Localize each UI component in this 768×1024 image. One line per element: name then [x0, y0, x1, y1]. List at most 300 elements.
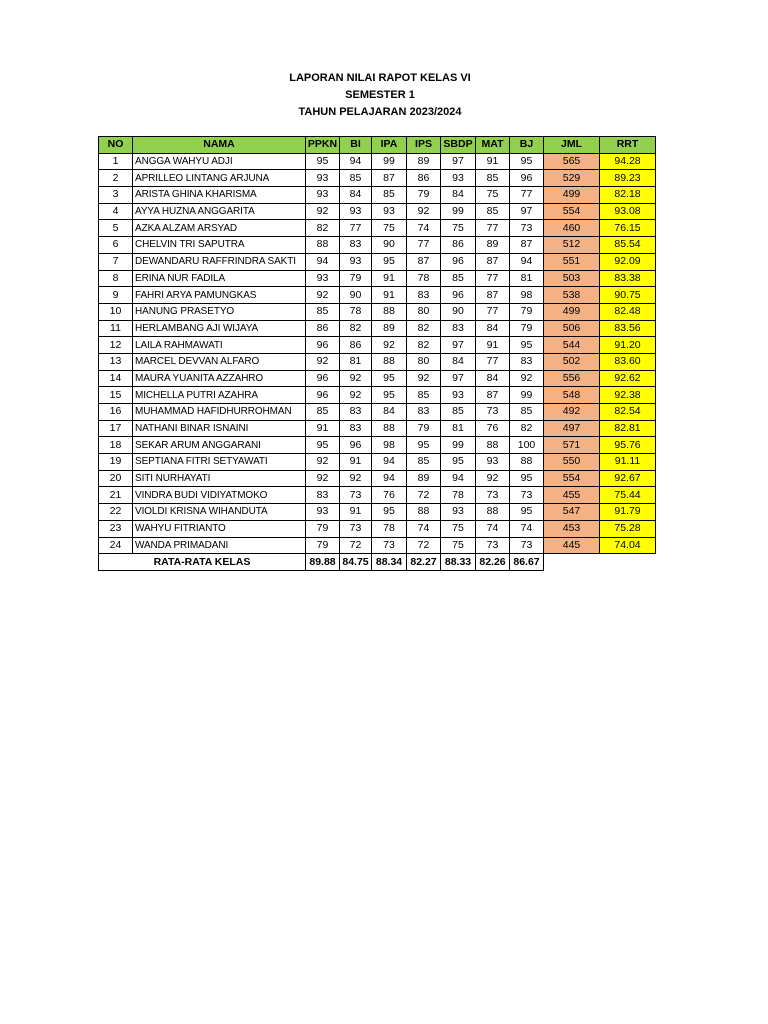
table-row: [99, 370, 656, 387]
cell-jml: 565: [544, 153, 600, 170]
table-row: [99, 337, 656, 354]
cell-jml: 455: [544, 487, 600, 504]
cell-bj: 88: [510, 454, 544, 471]
cell-mat: 85: [476, 203, 510, 220]
cell-rrt: 92.38: [600, 387, 656, 404]
cell-no: 11: [99, 320, 133, 337]
cell-jml: 492: [544, 404, 600, 421]
cell-nama: ANGGA WAHYU ADJI: [133, 153, 306, 170]
cell-sbdp: 94: [441, 470, 476, 487]
avg-ppkn: 89.88: [306, 554, 340, 571]
cell-sbdp: 81: [441, 420, 476, 437]
cell-ppkn: 83: [306, 487, 340, 504]
cell-bi: 84: [340, 187, 372, 204]
table-row: [99, 170, 656, 187]
table-row: [99, 287, 656, 304]
cell-bi: 91: [340, 454, 372, 471]
cell-jml: 554: [544, 203, 600, 220]
cell-mat: 91: [476, 153, 510, 170]
cell-bi: 82: [340, 320, 372, 337]
cell-ips: 83: [407, 404, 441, 421]
cell-rrt: 92.62: [600, 370, 656, 387]
cell-ips: 74: [407, 520, 441, 537]
table-header-row: [99, 137, 656, 154]
cell-nama: MICHELLA PUTRI AZAHRA: [133, 387, 306, 404]
cell-ips: 82: [407, 320, 441, 337]
cell-rrt: 74.04: [600, 537, 656, 554]
cell-ipa: 93: [372, 203, 407, 220]
cell-bi: 79: [340, 270, 372, 287]
cell-ppkn: 92: [306, 470, 340, 487]
table-row: [99, 487, 656, 504]
cell-sbdp: 86: [441, 237, 476, 254]
cell-no: 2: [99, 170, 133, 187]
header-ips: IPS: [407, 137, 441, 154]
cell-ipa: 95: [372, 253, 407, 270]
cell-bi: 78: [340, 303, 372, 320]
cell-sbdp: 97: [441, 370, 476, 387]
cell-rrt: 91.11: [600, 454, 656, 471]
cell-rrt: 94.28: [600, 153, 656, 170]
cell-bj: 95: [510, 470, 544, 487]
cell-nama: ERINA NUR FADILA: [133, 270, 306, 287]
cell-ppkn: 96: [306, 370, 340, 387]
cell-jml: 445: [544, 537, 600, 554]
cell-mat: 77: [476, 303, 510, 320]
cell-rrt: 91.79: [600, 504, 656, 521]
cell-bj: 97: [510, 203, 544, 220]
cell-ips: 82: [407, 337, 441, 354]
cell-sbdp: 85: [441, 404, 476, 421]
cell-jml: 499: [544, 303, 600, 320]
empty-cell: [544, 554, 600, 571]
cell-no: 24: [99, 537, 133, 554]
cell-ipa: 99: [372, 153, 407, 170]
header-no: NO: [99, 137, 133, 154]
cell-bj: 73: [510, 220, 544, 237]
cell-sbdp: 93: [441, 387, 476, 404]
cell-bi: 83: [340, 420, 372, 437]
cell-nama: MAURA YUANITA AZZAHRO: [133, 370, 306, 387]
cell-no: 16: [99, 404, 133, 421]
cell-no: 19: [99, 454, 133, 471]
cell-ips: 83: [407, 287, 441, 304]
cell-ips: 72: [407, 487, 441, 504]
cell-bj: 85: [510, 404, 544, 421]
cell-bj: 79: [510, 320, 544, 337]
cell-bj: 73: [510, 537, 544, 554]
cell-no: 12: [99, 337, 133, 354]
cell-no: 20: [99, 470, 133, 487]
cell-ipa: 91: [372, 287, 407, 304]
cell-bj: 100: [510, 437, 544, 454]
cell-sbdp: 75: [441, 520, 476, 537]
cell-jml: 503: [544, 270, 600, 287]
header-mat: MAT: [476, 137, 510, 154]
cell-jml: 556: [544, 370, 600, 387]
avg-ipa: 88.34: [372, 554, 407, 571]
cell-no: 7: [99, 253, 133, 270]
cell-bj: 96: [510, 170, 544, 187]
empty-cell: [600, 554, 656, 571]
cell-ipa: 98: [372, 437, 407, 454]
cell-ipa: 76: [372, 487, 407, 504]
cell-no: 15: [99, 387, 133, 404]
cell-rrt: 83.56: [600, 320, 656, 337]
cell-rrt: 82.81: [600, 420, 656, 437]
cell-mat: 87: [476, 387, 510, 404]
header-ppkn: PPKN: [306, 137, 340, 154]
cell-ips: 79: [407, 420, 441, 437]
cell-bj: 81: [510, 270, 544, 287]
table-row: [99, 220, 656, 237]
cell-ips: 78: [407, 270, 441, 287]
cell-no: 22: [99, 504, 133, 521]
cell-sbdp: 75: [441, 537, 476, 554]
cell-nama: LAILA RAHMAWATI: [133, 337, 306, 354]
cell-ppkn: 93: [306, 270, 340, 287]
cell-ips: 74: [407, 220, 441, 237]
cell-ppkn: 96: [306, 387, 340, 404]
report-title: LAPORAN NILAI RAPOT KELAS VI: [289, 72, 471, 84]
table-row: [99, 153, 656, 170]
table-row: [99, 470, 656, 487]
cell-bi: 96: [340, 437, 372, 454]
table-row: [99, 420, 656, 437]
avg-bi: 84.75: [340, 554, 372, 571]
cell-nama: AYYA HUZNA ANGGARITA: [133, 203, 306, 220]
cell-nama: WANDA PRIMADANI: [133, 537, 306, 554]
cell-bi: 92: [340, 470, 372, 487]
table-row: [99, 504, 656, 521]
cell-no: 21: [99, 487, 133, 504]
cell-ips: 95: [407, 437, 441, 454]
cell-bi: 86: [340, 337, 372, 354]
cell-ips: 80: [407, 303, 441, 320]
cell-nama: MUHAMMAD HAFIDHURROHMAN: [133, 404, 306, 421]
cell-no: 5: [99, 220, 133, 237]
cell-jml: 499: [544, 187, 600, 204]
cell-ipa: 95: [372, 504, 407, 521]
cell-jml: 460: [544, 220, 600, 237]
table-row: [99, 437, 656, 454]
cell-bi: 85: [340, 170, 372, 187]
cell-no: 3: [99, 187, 133, 204]
cell-nama: WAHYU FITRIANTO: [133, 520, 306, 537]
cell-ipa: 87: [372, 170, 407, 187]
cell-ipa: 75: [372, 220, 407, 237]
cell-jml: 538: [544, 287, 600, 304]
cell-mat: 87: [476, 287, 510, 304]
cell-bi: 91: [340, 504, 372, 521]
cell-ppkn: 93: [306, 170, 340, 187]
cell-bj: 74: [510, 520, 544, 537]
cell-sbdp: 75: [441, 220, 476, 237]
cell-rrt: 75.44: [600, 487, 656, 504]
cell-nama: ARISTA GHINA KHARISMA: [133, 187, 306, 204]
table-row: [99, 270, 656, 287]
cell-bi: 90: [340, 287, 372, 304]
cell-ips: 80: [407, 353, 441, 370]
cell-bj: 94: [510, 253, 544, 270]
cell-mat: 84: [476, 370, 510, 387]
cell-sbdp: 99: [441, 203, 476, 220]
cell-ips: 87: [407, 253, 441, 270]
cell-ipa: 84: [372, 404, 407, 421]
cell-no: 14: [99, 370, 133, 387]
cell-mat: 89: [476, 237, 510, 254]
cell-rrt: 95.76: [600, 437, 656, 454]
cell-bi: 92: [340, 370, 372, 387]
avg-sbdp: 88.33: [441, 554, 476, 571]
cell-rrt: 83.38: [600, 270, 656, 287]
cell-no: 10: [99, 303, 133, 320]
table-body: [99, 153, 656, 554]
cell-rrt: 76.15: [600, 220, 656, 237]
cell-sbdp: 78: [441, 487, 476, 504]
cell-nama: SITI NURHAYATI: [133, 470, 306, 487]
cell-bi: 73: [340, 487, 372, 504]
cell-rrt: 89.23: [600, 170, 656, 187]
cell-jml: 502: [544, 353, 600, 370]
cell-nama: SEKAR ARUM ANGGARANI: [133, 437, 306, 454]
header-rrt: RRT: [600, 137, 656, 154]
cell-bi: 94: [340, 153, 372, 170]
cell-rrt: 92.09: [600, 253, 656, 270]
cell-ipa: 73: [372, 537, 407, 554]
grades-table: [98, 136, 656, 571]
cell-nama: HANUNG PRASETYO: [133, 303, 306, 320]
cell-bj: 83: [510, 353, 544, 370]
cell-ips: 79: [407, 187, 441, 204]
cell-no: 6: [99, 237, 133, 254]
cell-mat: 92: [476, 470, 510, 487]
cell-rrt: 75.28: [600, 520, 656, 537]
cell-ipa: 88: [372, 420, 407, 437]
cell-ppkn: 93: [306, 504, 340, 521]
cell-ppkn: 82: [306, 220, 340, 237]
cell-ipa: 95: [372, 370, 407, 387]
cell-ppkn: 88: [306, 237, 340, 254]
cell-rrt: 82.18: [600, 187, 656, 204]
cell-ppkn: 79: [306, 520, 340, 537]
table-row: [99, 187, 656, 204]
cell-bi: 93: [340, 253, 372, 270]
table-row: [99, 387, 656, 404]
cell-nama: CHELVIN TRI SAPUTRA: [133, 237, 306, 254]
cell-ipa: 89: [372, 320, 407, 337]
header-nama: NAMA: [133, 137, 306, 154]
cell-ppkn: 93: [306, 187, 340, 204]
cell-nama: NATHANI BINAR ISNAINI: [133, 420, 306, 437]
cell-mat: 85: [476, 170, 510, 187]
cell-rrt: 82.48: [600, 303, 656, 320]
cell-rrt: 85.54: [600, 237, 656, 254]
cell-ppkn: 85: [306, 404, 340, 421]
cell-rrt: 90.75: [600, 287, 656, 304]
cell-ips: 88: [407, 504, 441, 521]
cell-bj: 95: [510, 504, 544, 521]
report-title-block: [0, 70, 760, 121]
cell-ppkn: 94: [306, 253, 340, 270]
cell-bi: 81: [340, 353, 372, 370]
cell-bj: 95: [510, 153, 544, 170]
cell-jml: 544: [544, 337, 600, 354]
table-row: [99, 353, 656, 370]
cell-jml: 571: [544, 437, 600, 454]
header-bi: BI: [340, 137, 372, 154]
cell-bi: 72: [340, 537, 372, 554]
cell-sbdp: 84: [441, 353, 476, 370]
header-sbdp: SBDP: [441, 137, 476, 154]
cell-jml: 548: [544, 387, 600, 404]
cell-no: 17: [99, 420, 133, 437]
avg-ips: 82.27: [407, 554, 441, 571]
cell-no: 23: [99, 520, 133, 537]
cell-sbdp: 96: [441, 253, 476, 270]
cell-ppkn: 92: [306, 454, 340, 471]
cell-mat: 73: [476, 404, 510, 421]
cell-ppkn: 91: [306, 420, 340, 437]
cell-jml: 550: [544, 454, 600, 471]
cell-no: 1: [99, 153, 133, 170]
header-bj: BJ: [510, 137, 544, 154]
header-jml: JML: [544, 137, 600, 154]
cell-ipa: 91: [372, 270, 407, 287]
table-row: [99, 303, 656, 320]
cell-no: 9: [99, 287, 133, 304]
cell-sbdp: 93: [441, 504, 476, 521]
cell-ips: 72: [407, 537, 441, 554]
cell-nama: AZKA ALZAM ARSYAD: [133, 220, 306, 237]
cell-nama: SEPTIANA FITRI SETYAWATI: [133, 454, 306, 471]
cell-bj: 92: [510, 370, 544, 387]
cell-ips: 92: [407, 370, 441, 387]
table-row: [99, 253, 656, 270]
cell-ips: 92: [407, 203, 441, 220]
cell-ppkn: 92: [306, 287, 340, 304]
cell-jml: 497: [544, 420, 600, 437]
cell-mat: 77: [476, 353, 510, 370]
table-row: [99, 320, 656, 337]
cell-nama: HERLAMBANG AJI WIJAYA: [133, 320, 306, 337]
table-row: [99, 537, 656, 554]
table-row: [99, 237, 656, 254]
cell-no: 4: [99, 203, 133, 220]
cell-jml: 554: [544, 470, 600, 487]
cell-rrt: 83.60: [600, 353, 656, 370]
cell-jml: 512: [544, 237, 600, 254]
cell-ppkn: 85: [306, 303, 340, 320]
cell-bi: 73: [340, 520, 372, 537]
cell-ipa: 94: [372, 470, 407, 487]
table-row: [99, 203, 656, 220]
table-row: [99, 454, 656, 471]
cell-no: 13: [99, 353, 133, 370]
cell-ips: 85: [407, 387, 441, 404]
cell-ppkn: 86: [306, 320, 340, 337]
cell-ipa: 92: [372, 337, 407, 354]
cell-sbdp: 99: [441, 437, 476, 454]
cell-mat: 84: [476, 320, 510, 337]
avg-mat: 82.26: [476, 554, 510, 571]
semester-label: SEMESTER 1: [345, 89, 415, 101]
cell-nama: DEWANDARU RAFFRINDRA SAKTI: [133, 253, 306, 270]
cell-sbdp: 84: [441, 187, 476, 204]
cell-bj: 82: [510, 420, 544, 437]
cell-mat: 87: [476, 253, 510, 270]
cell-nama: VINDRA BUDI VIDIYATMOKO: [133, 487, 306, 504]
cell-mat: 88: [476, 504, 510, 521]
cell-bi: 93: [340, 203, 372, 220]
cell-mat: 88: [476, 437, 510, 454]
cell-jml: 547: [544, 504, 600, 521]
cell-mat: 77: [476, 220, 510, 237]
cell-ppkn: 95: [306, 153, 340, 170]
cell-nama: APRILLEO LINTANG ARJUNA: [133, 170, 306, 187]
cell-jml: 453: [544, 520, 600, 537]
cell-ppkn: 95: [306, 437, 340, 454]
cell-ppkn: 92: [306, 353, 340, 370]
cell-mat: 73: [476, 487, 510, 504]
cell-sbdp: 95: [441, 454, 476, 471]
cell-bj: 95: [510, 337, 544, 354]
cell-ppkn: 96: [306, 337, 340, 354]
cell-ipa: 85: [372, 187, 407, 204]
cell-sbdp: 97: [441, 337, 476, 354]
cell-ppkn: 92: [306, 203, 340, 220]
cell-bj: 77: [510, 187, 544, 204]
cell-bj: 98: [510, 287, 544, 304]
cell-sbdp: 96: [441, 287, 476, 304]
cell-mat: 91: [476, 337, 510, 354]
cell-sbdp: 97: [441, 153, 476, 170]
cell-no: 8: [99, 270, 133, 287]
cell-sbdp: 93: [441, 170, 476, 187]
cell-bi: 83: [340, 237, 372, 254]
cell-bj: 73: [510, 487, 544, 504]
cell-jml: 529: [544, 170, 600, 187]
cell-nama: MARCEL DEVVAN ALFARO: [133, 353, 306, 370]
header-ipa: IPA: [372, 137, 407, 154]
table-row: [99, 520, 656, 537]
cell-ipa: 88: [372, 303, 407, 320]
cell-mat: 74: [476, 520, 510, 537]
cell-sbdp: 83: [441, 320, 476, 337]
cell-sbdp: 90: [441, 303, 476, 320]
cell-jml: 551: [544, 253, 600, 270]
cell-ips: 89: [407, 470, 441, 487]
cell-ips: 89: [407, 153, 441, 170]
cell-sbdp: 85: [441, 270, 476, 287]
cell-no: 18: [99, 437, 133, 454]
cell-bi: 77: [340, 220, 372, 237]
cell-bj: 79: [510, 303, 544, 320]
cell-mat: 76: [476, 420, 510, 437]
cell-ipa: 90: [372, 237, 407, 254]
table-row: [99, 404, 656, 421]
class-average-label: RATA-RATA KELAS: [99, 554, 306, 571]
cell-ips: 85: [407, 454, 441, 471]
cell-bj: 87: [510, 237, 544, 254]
cell-nama: VIOLDI KRISNA WIHANDUTA: [133, 504, 306, 521]
cell-mat: 93: [476, 454, 510, 471]
cell-bi: 83: [340, 404, 372, 421]
school-year-label: TAHUN PELAJARAN 2023/2024: [298, 106, 462, 118]
cell-jml: 506: [544, 320, 600, 337]
cell-ipa: 94: [372, 454, 407, 471]
cell-mat: 77: [476, 270, 510, 287]
